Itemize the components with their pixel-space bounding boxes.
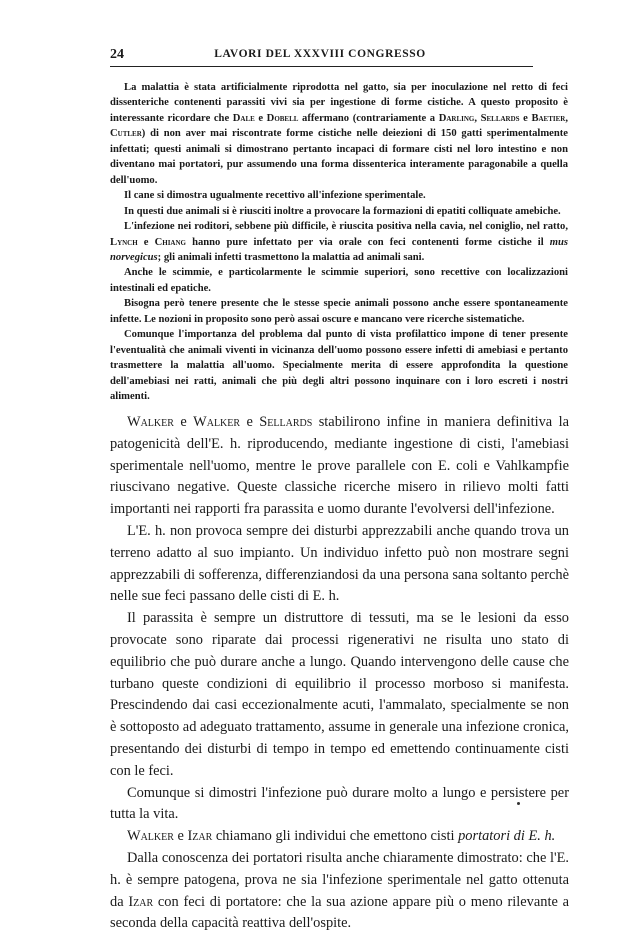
note-paragraph-4: L'infezione nei roditori, sebbene più difficile, è riuscita positiva nella cavia, nel coniglio, nel ratto, Lynch e Chiang hanno pure infettato per via orale con feci contenenti forme cistiche il mus norvegicus; gli animali infetti trasmettono la malattia ad animali sani. [110, 221, 569, 263]
author-dobell: Dobell [266, 112, 299, 124]
note-paragraph-1: La malattia è stata artificialmente riprodotta nel gatto, sia per inoculazione nel retto di feci dissenteriche contenenti parassiti vivi sia per ingestione di forme cistiche. A questo proposito è interessante ricordare che Dale e Dobell affermano (contrariamente a Darling, Sellards e Baetier, Cutler) di non aver mai riscontrate forme cistiche nelle deiezioni di 150 gatti sperimentalmente infettati; questi animali si dimostrano pertanto incapaci di formare cisti nel loro intestino e non diventano mai portatori, pur assumendo una forma dissenterica interamente paragonabile a quella dell'uomo. [110, 82, 569, 186]
main-text [110, 412, 569, 935]
species-name: mus norvegicus [110, 236, 569, 263]
small-print-note [110, 80, 568, 405]
author-baetier: Baetier [531, 112, 566, 124]
running-head: LAVORI DEL XXXVIII CONGRESSO [214, 48, 426, 60]
author-walker: Walker [127, 828, 174, 845]
author-sellards: Sellards [480, 112, 520, 124]
page-number: 24 [110, 47, 124, 62]
main-paragraph-5: Walker e Izar chiamano gli individui che emettono cisti portatori di E. h. [127, 828, 556, 845]
page-header [110, 47, 530, 67]
main-paragraph-2: L'E. h. non provoca sempre dei disturbi apprezzabili anche quando trova un terreno adatto al suo impianto. Un individuo infetto può non mostrare segni apprezzabili di sofferenza, differenziandosi da una persona sana soltanto perchè nelle sue feci passano delle cisti di E. h. [110, 522, 569, 605]
note-paragraph-6: Bisogna però tenere presente che le stesse specie animali possono anche essere spontaneamente infette. Le nozioni in proposito sono però assai oscure e mancano vere ricerche sistematiche. [110, 298, 568, 325]
author-chiang: Chiang [154, 236, 186, 248]
print-speck [517, 802, 520, 805]
note-paragraph-3: In questi due animali si è riusciti inoltre a provocare la formazioni di epatiti colliquate amebiche. [124, 205, 561, 217]
author-izar: Izar [128, 893, 154, 910]
author-walker: Walker [193, 414, 241, 430]
author-darling: Darling [438, 112, 475, 124]
main-paragraph-6: Dalla conoscenza dei portatori risulta anche chiaramente dimostrato: che l'E. h. è sempre patogena, prova ne sia l'infezione sperimentale nel gatto ottenuta da Izar con feci di portatore: che la sua azione appare più o meno rilevante a seconda della capacità reattiva dell'ospite. [110, 849, 569, 932]
main-paragraph-1: Walker e Walker e Sellards stabilirono infine in maniera definitiva la patogenicità dell'E. h. riproducendo, mediante ingestione di cisti, l'amebiasi sperimentale nell'uomo, mentre le prove parallele con E. coli e Vahlkampfie riuscivano negative. Queste classiche ricerche misero in rilievo molti fatti importanti nei rapporti fra parassita e uomo durante l'evolversi dell'infezione. [110, 414, 569, 518]
author-cutler: Cutler [110, 128, 142, 140]
author-dale: Dale [232, 112, 255, 124]
main-paragraph-3: Il parassita è sempre un distruttore di tessuti, ma se le lesioni da esso provocate sono riparate dai processi rigenerativi ne risulta uno stato di equilibrio che può durare anche a lungo. Quando intervengono delle cause che turbano queste condizioni di equilibrio il processo morboso si manifesta. Prescindendo dai casi eccezionalmente acuti, l'ammalato, specialmente se non è sottoposto ad adeguato trattamento, assume in generale una infezione cronica, presentando dei disturbi di tempo in tempo ed emettendo continuamente cisti con le feci. [110, 610, 569, 779]
note-paragraph-7: Comunque l'importanza del problema dal punto di vista profilattico impone di tener presente l'eventualità che animali viventi in vicinanza dell'uomo possono essere infetti di amebiasi e pertanto trasmettere la malattia all'uomo. Specialmente merita di essere approfondita la questione dell'amebiasi nei ratti, animali che più degli altri possono inquinare con i loro escreti i nostri alimenti. [110, 329, 568, 403]
note-paragraph-5: Anche le scimmie, e particolarmente le scimmie superiori, sono recettive con localizzazioni intestinali ed epatiche. [110, 267, 568, 294]
author-walker: Walker [127, 414, 174, 430]
author-sellards: Sellards [259, 414, 313, 430]
author-lynch: Lynch [110, 236, 138, 248]
italic-term: portatori di E. h. [458, 828, 556, 845]
main-paragraph-4: Comunque si dimostri l'infezione può durare molto a lungo e persistere per tutta la vita. [110, 784, 569, 823]
note-paragraph-2: Il cane si dimostra ugualmente recettivo all'infezione sperimentale. [124, 190, 426, 202]
header-rule [110, 66, 533, 67]
author-izar: Izar [187, 828, 213, 845]
